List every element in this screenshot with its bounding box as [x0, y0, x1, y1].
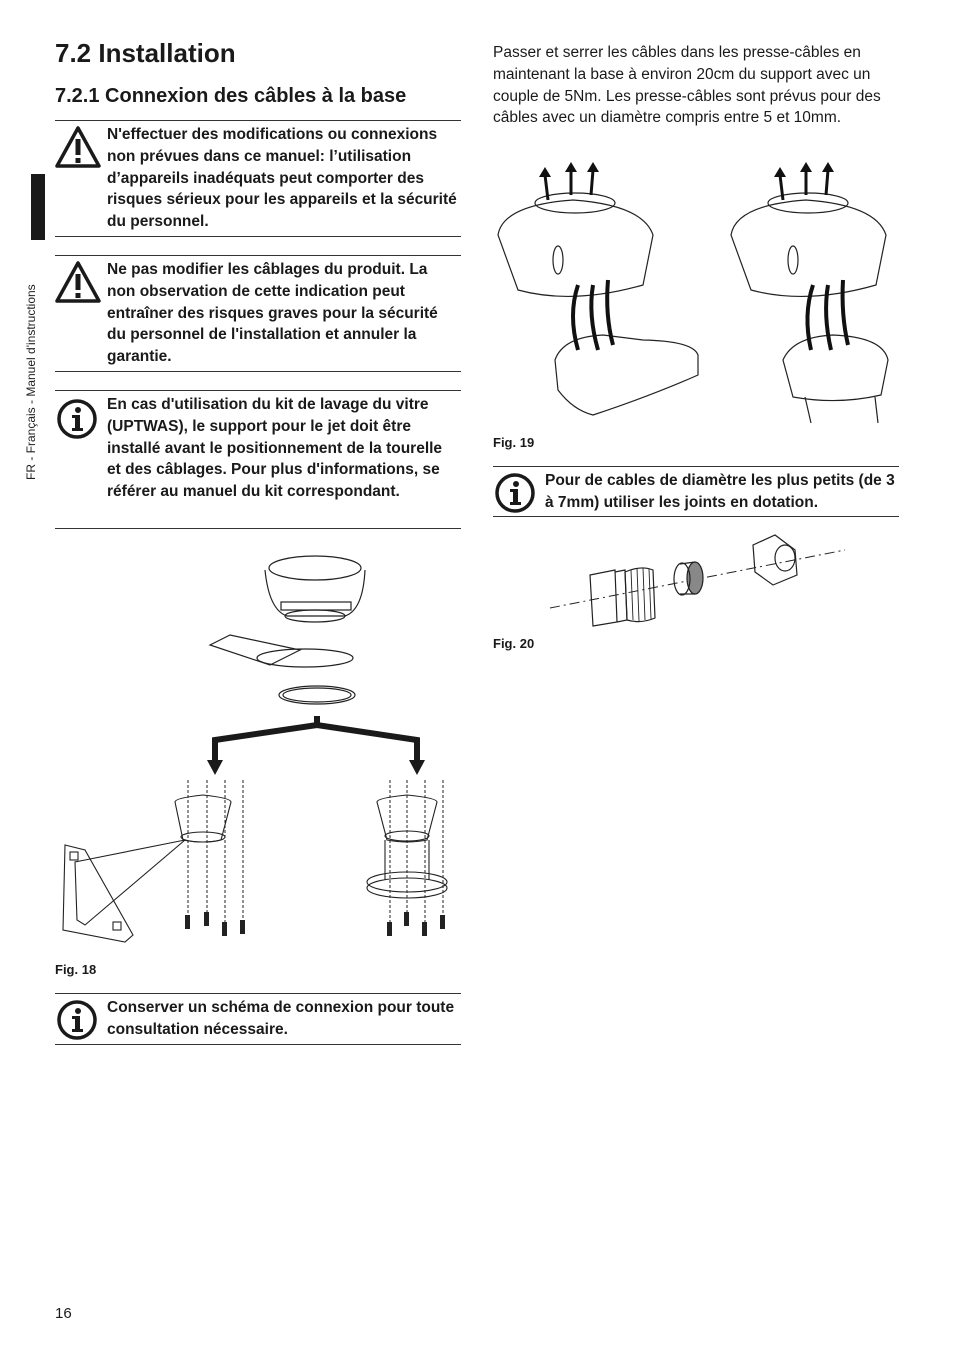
page-number: 16 — [55, 1305, 72, 1322]
info-text-3: Pour de cables de diamètre les plus petits (de 3 à 7mm) utiliser les joints en dotation. — [545, 472, 895, 511]
cable-gland-paragraph: Passer et serrer les câbles dans les presse-câbles en maintenant la base à environ 20cm du support avec un couple de 5Nm. Les presse-câbles sont prévus pour des câbles avec un diamètre compris entre 5 et 10mm. — [493, 44, 881, 127]
info-text-1: En cas d'utilisation du kit de lavage du vitre (UPTWAS), le support pour le jet doit être installé avant le positionnement de la tourelle et des câblages. Pour plus d'informations, se référer au manuel du kit correspondant. — [107, 396, 443, 501]
figure-19-caption: Fig. 19 — [493, 435, 535, 450]
warning-triangle-icon — [55, 260, 101, 306]
info-circle-icon — [55, 395, 101, 441]
figure-18-illustration — [55, 540, 465, 960]
warning-notice-2 — [55, 255, 461, 372]
info-notice-3 — [493, 466, 899, 517]
subsection-title: 7.2.1 Connexion des câbles à la base — [55, 85, 407, 107]
section-title: 7.2 Installation — [55, 38, 236, 68]
figure-20-caption: Fig. 20 — [493, 636, 535, 651]
info-circle-icon — [493, 469, 539, 515]
warning-notice-1 — [55, 120, 461, 237]
section-marker-bar — [31, 174, 45, 240]
figure-18-caption: Fig. 18 — [55, 962, 97, 977]
info-notice-2 — [55, 993, 461, 1045]
warning-text-1: N'effectuer des modifications ou connexions non prévues dans ce manuel: l’utilisation d’appareils inadéquats peut comporter des risques sérieux pour les appareils et la sécurité du personnel. — [107, 126, 457, 231]
info-text-2: Conserver un schéma de connexion pour toute consultation nécessaire. — [107, 999, 455, 1038]
figure-19-illustration — [493, 165, 903, 425]
warning-text-2: Ne pas modifier les câblages du produit. La non observation de cette indication peut entraîner des risques graves pour la sécurité du personnel de l'installation et annuler la garantie. — [107, 261, 438, 366]
sidebar-label: FR - Français - Manuel d'instructions — [24, 284, 38, 480]
warning-triangle-icon — [55, 125, 101, 171]
info-circle-icon — [55, 996, 101, 1042]
info-notice-1 — [55, 390, 461, 529]
figure-20-illustration — [545, 530, 855, 630]
